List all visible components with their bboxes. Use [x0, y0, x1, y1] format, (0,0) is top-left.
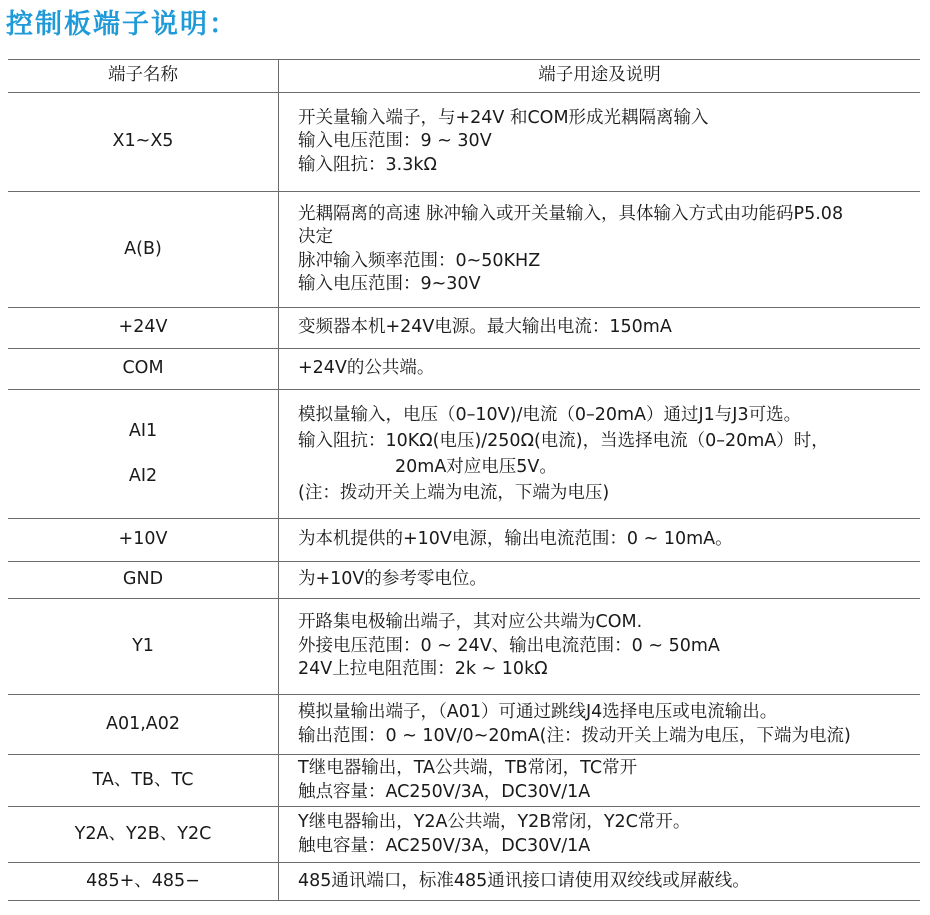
- description-line: 决定: [298, 227, 333, 247]
- terminal-name: TA、TB、TC: [92, 769, 194, 790]
- terminal-name: COM: [122, 358, 164, 379]
- terminal-description-cell: [279, 807, 921, 863]
- table-row: [8, 863, 920, 901]
- terminal-description-cell: [279, 390, 921, 519]
- table-header-row: [8, 60, 920, 93]
- description-line: 触电容量：AC250V/3A，DC30V/1A: [298, 835, 591, 856]
- terminal-name: Y1: [132, 635, 154, 656]
- column-header-description: 端子用途及说明: [279, 60, 921, 93]
- description-line: 模拟量输出端子，（A01）可通过跳线J4选择电压或电流输出。: [298, 702, 778, 722]
- terminal-name-cell: [8, 755, 279, 807]
- terminal-name-cell: [8, 807, 279, 863]
- terminal-name-cell: [8, 519, 279, 562]
- terminal-description-cell: [279, 308, 921, 349]
- description-line: 为+10V的参考零电位。: [298, 569, 487, 590]
- description-line: 20mA对应电压5V。: [395, 457, 557, 477]
- terminal-name-cell: [8, 695, 279, 755]
- terminal-name: Y2A、Y2B、Y2C: [74, 823, 212, 844]
- terminal-description-cell: [279, 599, 921, 695]
- terminal-name-cell: [8, 562, 279, 599]
- description-line: 为本机提供的+10V电源，输出电流范围：0 ~ 10mA。: [298, 529, 733, 550]
- terminal-description-cell: [279, 349, 921, 390]
- terminal-name: 485+、485−: [86, 870, 200, 891]
- table-row: [8, 807, 920, 863]
- description-line: 输入阻抗：10KΩ(电压)/250Ω(电流)，当选择电流（0–20mA）时，: [298, 431, 829, 451]
- description-line: 脉冲输入频率范围：0~50KHZ: [298, 250, 541, 271]
- description-line: 开关量输入端子，与+24V 和COM形成光耦隔离输入: [298, 107, 709, 128]
- terminal-description-cell: [279, 695, 921, 755]
- terminal-name-cell: [8, 349, 279, 390]
- terminal-description-cell: [279, 93, 921, 192]
- description-line: 24V上拉电阻范围：2k ~ 10kΩ: [298, 659, 548, 680]
- terminal-name-cell: [8, 863, 279, 901]
- page-title: 控制板端子说明：: [6, 9, 238, 40]
- terminal-name: A(B): [124, 238, 162, 259]
- table-row: [8, 390, 920, 519]
- terminal-table: [8, 59, 920, 901]
- terminal-name-cell: [8, 93, 279, 192]
- terminal-description-cell: [279, 755, 921, 807]
- description-line: 触点容量：AC250V/3A，DC30V/1A: [298, 781, 591, 802]
- terminal-description-cell: [279, 863, 921, 901]
- description-line: 485通讯端口，标准485通讯接口请使用双绞线或屏蔽线。: [298, 870, 750, 891]
- table-row: [8, 599, 920, 695]
- description-line: 输出范围：0 ~ 10V/0~20mA(注：拨动开关上端为电压，下端为电流): [298, 725, 851, 746]
- terminal-name: AI1: [128, 421, 158, 441]
- description-line: 开路集电极输出端子，其对应公共端为COM.: [298, 612, 643, 633]
- terminal-name: +24V: [118, 317, 168, 338]
- description-line: Y继电器输出，Y2A公共端，Y2B常闭，Y2C常开。: [298, 812, 691, 832]
- description-line: 变频器本机+24V电源。最大输出电流：150mA: [298, 317, 672, 338]
- terminal-description-cell: [279, 562, 921, 599]
- description-line: +24V的公共端。: [298, 358, 435, 379]
- description-line: 输入电压范围：9 ~ 30V: [298, 131, 492, 152]
- table-row: [8, 562, 920, 599]
- terminal-name-cell: [8, 308, 279, 349]
- terminal-name-cell: [8, 599, 279, 695]
- terminal-name-cell: [8, 192, 279, 308]
- description-line: (注：拨动开关上端为电流，下端为电压): [298, 483, 610, 503]
- terminal-name: X1~X5: [112, 131, 174, 152]
- terminal-name: +10V: [118, 529, 168, 550]
- terminal-name: AI2: [128, 466, 158, 486]
- description-line: T继电器输出，TA公共端，TB常闭，TC常开: [298, 758, 638, 778]
- table-row: [8, 192, 920, 308]
- terminal-name: A01,A02: [105, 713, 181, 734]
- table-row: [8, 755, 920, 807]
- description-line: 输入阻抗：3.3kΩ: [298, 154, 437, 175]
- column-header-name: 端子名称: [8, 60, 279, 93]
- description-line: 输入电压范围：9~30V: [298, 274, 481, 294]
- terminal-description-cell: [279, 192, 921, 308]
- terminal-description-cell: [279, 519, 921, 562]
- terminal-name-cell: [8, 390, 279, 519]
- table-row: [8, 695, 920, 755]
- description-line: 光耦隔离的高速 脉冲输入或开关量输入，具体输入方式由功能码P5.08: [298, 203, 844, 224]
- table-row: [8, 349, 920, 390]
- table-row: [8, 93, 920, 192]
- table-row: [8, 308, 920, 349]
- terminal-name: GND: [122, 569, 164, 590]
- table-row: [8, 519, 920, 562]
- description-line: 外接电压范围：0 ~ 24V、输出电流范围：0 ~ 50mA: [298, 635, 720, 656]
- description-line: 模拟量输入，电压（0–10V)/电流（0–20mA）通过J1与J3可选。: [298, 405, 802, 425]
